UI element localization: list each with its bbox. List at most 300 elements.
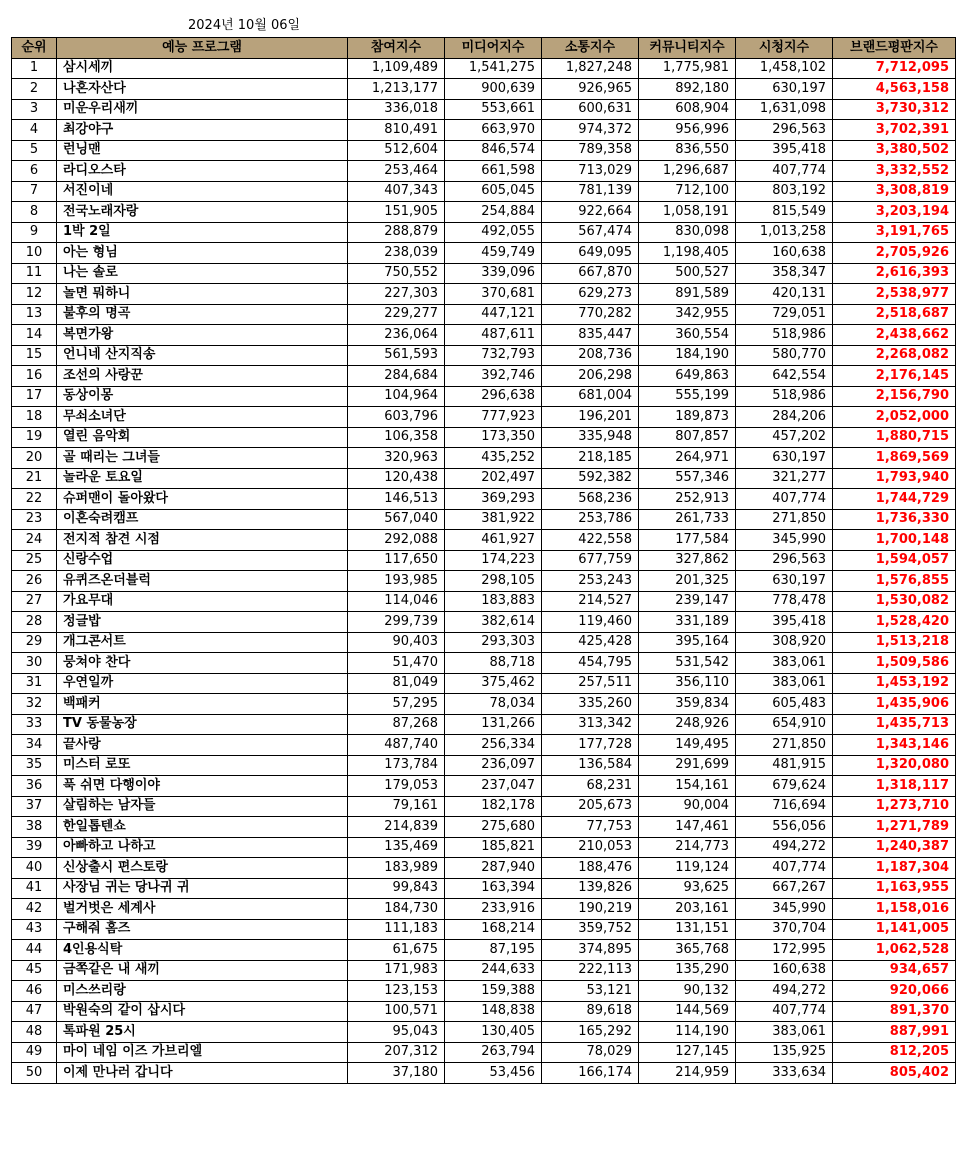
communication-cell: 214,527 — [542, 591, 639, 612]
community-cell: 135,290 — [639, 960, 736, 981]
communication-cell: 208,736 — [542, 345, 639, 366]
media-cell: 435,252 — [445, 448, 542, 469]
table-body — [12, 58, 956, 1083]
rank-cell: 22 — [12, 489, 57, 510]
program-name-cell: 사장님 귀는 당나귀 귀 — [57, 878, 348, 899]
media-cell: 296,638 — [445, 386, 542, 407]
communication-cell: 422,558 — [542, 530, 639, 551]
program-name-cell: 아빠하고 나하고 — [57, 837, 348, 858]
community-cell: 144,569 — [639, 1001, 736, 1022]
communication-cell: 253,786 — [542, 509, 639, 530]
community-cell: 365,768 — [639, 940, 736, 961]
participation-cell: 1,213,177 — [348, 79, 445, 100]
header-participation: 참여지수 — [348, 38, 445, 59]
communication-cell: 374,895 — [542, 940, 639, 961]
rank-cell: 17 — [12, 386, 57, 407]
table-row — [12, 79, 956, 100]
table-row — [12, 571, 956, 592]
viewing-cell: 630,197 — [736, 79, 833, 100]
community-cell: 836,550 — [639, 140, 736, 161]
viewing-cell: 407,774 — [736, 161, 833, 182]
table-row — [12, 222, 956, 243]
participation-cell: 151,905 — [348, 202, 445, 223]
table-row — [12, 899, 956, 920]
program-name-cell: 골 때리는 그녀들 — [57, 448, 348, 469]
viewing-cell: 358,347 — [736, 263, 833, 284]
rank-cell: 11 — [12, 263, 57, 284]
program-name-cell: 살림하는 남자들 — [57, 796, 348, 817]
viewing-cell: 494,272 — [736, 981, 833, 1002]
community-cell: 203,161 — [639, 899, 736, 920]
rank-cell: 48 — [12, 1022, 57, 1043]
communication-cell: 165,292 — [542, 1022, 639, 1043]
brand-reputation-cell: 812,205 — [833, 1042, 956, 1063]
brand-reputation-cell: 1,318,117 — [833, 776, 956, 797]
program-name-cell: TV 동물농장 — [57, 714, 348, 735]
table-row — [12, 878, 956, 899]
program-name-cell: 뭉쳐야 찬다 — [57, 653, 348, 674]
community-cell: 892,180 — [639, 79, 736, 100]
program-name-cell: 백패커 — [57, 694, 348, 715]
community-cell: 500,527 — [639, 263, 736, 284]
table-row — [12, 1022, 956, 1043]
brand-reputation-cell: 934,657 — [833, 960, 956, 981]
media-cell: 263,794 — [445, 1042, 542, 1063]
rank-cell: 6 — [12, 161, 57, 182]
program-name-cell: 동상이몽 — [57, 386, 348, 407]
table-row — [12, 140, 956, 161]
program-name-cell: 끝사랑 — [57, 735, 348, 756]
media-cell: 236,097 — [445, 755, 542, 776]
viewing-cell: 160,638 — [736, 243, 833, 264]
brand-reputation-cell: 3,191,765 — [833, 222, 956, 243]
viewing-cell: 308,920 — [736, 632, 833, 653]
rank-cell: 34 — [12, 735, 57, 756]
viewing-cell: 395,418 — [736, 612, 833, 633]
community-cell: 154,161 — [639, 776, 736, 797]
participation-cell: 179,053 — [348, 776, 445, 797]
media-cell: 202,497 — [445, 468, 542, 489]
rank-cell: 28 — [12, 612, 57, 633]
rank-cell: 2 — [12, 79, 57, 100]
table-row — [12, 1042, 956, 1063]
participation-cell: 512,604 — [348, 140, 445, 161]
header-communication: 소통지수 — [542, 38, 639, 59]
table-row — [12, 981, 956, 1002]
media-cell: 88,718 — [445, 653, 542, 674]
table-row — [12, 735, 956, 756]
brand-reputation-cell: 1,062,528 — [833, 940, 956, 961]
brand-reputation-cell: 887,991 — [833, 1022, 956, 1043]
media-cell: 233,916 — [445, 899, 542, 920]
program-name-cell: 푹 쉬면 다행이야 — [57, 776, 348, 797]
table-row — [12, 263, 956, 284]
participation-cell: 81,049 — [348, 673, 445, 694]
rank-cell: 12 — [12, 284, 57, 305]
communication-cell: 119,460 — [542, 612, 639, 633]
program-name-cell: 미운우리새끼 — [57, 99, 348, 120]
participation-cell: 227,303 — [348, 284, 445, 305]
media-cell: 382,614 — [445, 612, 542, 633]
viewing-cell: 642,554 — [736, 366, 833, 387]
program-name-cell: 열린 음악회 — [57, 427, 348, 448]
table-row — [12, 120, 956, 141]
viewing-cell: 1,631,098 — [736, 99, 833, 120]
participation-cell: 95,043 — [348, 1022, 445, 1043]
media-cell: 244,633 — [445, 960, 542, 981]
brand-reputation-cell: 1,141,005 — [833, 919, 956, 940]
table-row — [12, 468, 956, 489]
participation-cell: 238,039 — [348, 243, 445, 264]
participation-cell: 567,040 — [348, 509, 445, 530]
rank-cell: 14 — [12, 325, 57, 346]
table-row — [12, 448, 956, 469]
viewing-cell: 135,925 — [736, 1042, 833, 1063]
rank-cell: 32 — [12, 694, 57, 715]
rank-cell: 31 — [12, 673, 57, 694]
table-row — [12, 776, 956, 797]
rank-cell: 20 — [12, 448, 57, 469]
media-cell: 492,055 — [445, 222, 542, 243]
communication-cell: 205,673 — [542, 796, 639, 817]
participation-cell: 253,464 — [348, 161, 445, 182]
viewing-cell: 160,638 — [736, 960, 833, 981]
media-cell: 168,214 — [445, 919, 542, 940]
program-name-cell: 무쇠소녀단 — [57, 407, 348, 428]
community-cell: 1,775,981 — [639, 58, 736, 79]
community-cell: 119,124 — [639, 858, 736, 879]
participation-cell: 750,552 — [348, 263, 445, 284]
program-name-cell: 금쪽같은 내 새끼 — [57, 960, 348, 981]
program-name-cell: 아는 형님 — [57, 243, 348, 264]
participation-cell: 214,839 — [348, 817, 445, 838]
program-name-cell: 1박 2일 — [57, 222, 348, 243]
brand-reputation-cell: 891,370 — [833, 1001, 956, 1022]
communication-cell: 206,298 — [542, 366, 639, 387]
viewing-cell: 407,774 — [736, 489, 833, 510]
viewing-cell: 284,206 — [736, 407, 833, 428]
viewing-cell: 345,990 — [736, 899, 833, 920]
participation-cell: 79,161 — [348, 796, 445, 817]
table-row — [12, 591, 956, 612]
program-name-cell: 4인용식탁 — [57, 940, 348, 961]
media-cell: 663,970 — [445, 120, 542, 141]
program-name-cell: 한일톱텐쇼 — [57, 817, 348, 838]
table-row — [12, 284, 956, 305]
community-cell: 807,857 — [639, 427, 736, 448]
table-row — [12, 1001, 956, 1022]
communication-cell: 335,948 — [542, 427, 639, 448]
media-cell: 777,923 — [445, 407, 542, 428]
community-cell: 264,971 — [639, 448, 736, 469]
brand-reputation-cell: 805,402 — [833, 1063, 956, 1084]
viewing-cell: 667,267 — [736, 878, 833, 899]
community-cell: 608,904 — [639, 99, 736, 120]
communication-cell: 257,511 — [542, 673, 639, 694]
communication-cell: 313,342 — [542, 714, 639, 735]
communication-cell: 77,753 — [542, 817, 639, 838]
communication-cell: 78,029 — [542, 1042, 639, 1063]
brand-reputation-cell: 1,343,146 — [833, 735, 956, 756]
program-name-cell: 런닝맨 — [57, 140, 348, 161]
table-row — [12, 161, 956, 182]
header-program: 예능 프로그램 — [57, 38, 348, 59]
participation-cell: 810,491 — [348, 120, 445, 141]
communication-cell: 713,029 — [542, 161, 639, 182]
participation-cell: 114,046 — [348, 591, 445, 612]
community-cell: 201,325 — [639, 571, 736, 592]
brand-reputation-cell: 2,438,662 — [833, 325, 956, 346]
rank-cell: 5 — [12, 140, 57, 161]
brand-reputation-cell: 2,538,977 — [833, 284, 956, 305]
participation-cell: 288,879 — [348, 222, 445, 243]
rank-cell: 26 — [12, 571, 57, 592]
viewing-cell: 420,131 — [736, 284, 833, 305]
viewing-cell: 494,272 — [736, 837, 833, 858]
media-cell: 159,388 — [445, 981, 542, 1002]
viewing-cell: 630,197 — [736, 448, 833, 469]
brand-reputation-cell: 1,163,955 — [833, 878, 956, 899]
viewing-cell: 172,995 — [736, 940, 833, 961]
media-cell: 185,821 — [445, 837, 542, 858]
communication-cell: 425,428 — [542, 632, 639, 653]
participation-cell: 284,684 — [348, 366, 445, 387]
viewing-cell: 605,483 — [736, 694, 833, 715]
community-cell: 90,132 — [639, 981, 736, 1002]
table-row — [12, 530, 956, 551]
rank-cell: 7 — [12, 181, 57, 202]
participation-cell: 207,312 — [348, 1042, 445, 1063]
participation-cell: 111,183 — [348, 919, 445, 940]
brand-reputation-cell: 1,528,420 — [833, 612, 956, 633]
media-cell: 174,223 — [445, 550, 542, 571]
media-cell: 900,639 — [445, 79, 542, 100]
media-cell: 1,541,275 — [445, 58, 542, 79]
rank-cell: 44 — [12, 940, 57, 961]
media-cell: 381,922 — [445, 509, 542, 530]
brand-reputation-cell: 4,563,158 — [833, 79, 956, 100]
media-cell: 392,746 — [445, 366, 542, 387]
community-cell: 830,098 — [639, 222, 736, 243]
communication-cell: 335,260 — [542, 694, 639, 715]
brand-reputation-cell: 3,332,552 — [833, 161, 956, 182]
media-cell: 732,793 — [445, 345, 542, 366]
community-cell: 252,913 — [639, 489, 736, 510]
media-cell: 131,266 — [445, 714, 542, 735]
brand-reputation-cell: 1,744,729 — [833, 489, 956, 510]
rank-cell: 21 — [12, 468, 57, 489]
communication-cell: 68,231 — [542, 776, 639, 797]
rank-cell: 8 — [12, 202, 57, 223]
communication-cell: 166,174 — [542, 1063, 639, 1084]
brand-reputation-cell: 1,700,148 — [833, 530, 956, 551]
community-cell: 1,198,405 — [639, 243, 736, 264]
participation-cell: 57,295 — [348, 694, 445, 715]
participation-cell: 299,739 — [348, 612, 445, 633]
brand-reputation-cell: 2,518,687 — [833, 304, 956, 325]
viewing-cell: 729,051 — [736, 304, 833, 325]
rank-cell: 3 — [12, 99, 57, 120]
participation-cell: 171,983 — [348, 960, 445, 981]
participation-cell: 487,740 — [348, 735, 445, 756]
table-row — [12, 919, 956, 940]
participation-cell: 61,675 — [348, 940, 445, 961]
rank-cell: 23 — [12, 509, 57, 530]
brand-reputation-cell: 3,380,502 — [833, 140, 956, 161]
participation-cell: 603,796 — [348, 407, 445, 428]
participation-cell: 37,180 — [348, 1063, 445, 1084]
media-cell: 287,940 — [445, 858, 542, 879]
brand-reputation-cell: 2,268,082 — [833, 345, 956, 366]
community-cell: 239,147 — [639, 591, 736, 612]
rank-cell: 29 — [12, 632, 57, 653]
table-row — [12, 960, 956, 981]
program-name-cell: 언니네 산지직송 — [57, 345, 348, 366]
program-name-cell: 불후의 명곡 — [57, 304, 348, 325]
table-row — [12, 694, 956, 715]
brand-reputation-cell: 1,793,940 — [833, 468, 956, 489]
community-cell: 327,862 — [639, 550, 736, 571]
media-cell: 53,456 — [445, 1063, 542, 1084]
media-cell: 370,681 — [445, 284, 542, 305]
table-row — [12, 632, 956, 653]
participation-cell: 336,018 — [348, 99, 445, 120]
program-name-cell: 복면가왕 — [57, 325, 348, 346]
community-cell: 1,058,191 — [639, 202, 736, 223]
communication-cell: 922,664 — [542, 202, 639, 223]
community-cell: 93,625 — [639, 878, 736, 899]
rank-cell: 40 — [12, 858, 57, 879]
viewing-cell: 481,915 — [736, 755, 833, 776]
community-cell: 395,164 — [639, 632, 736, 653]
program-name-cell: 전지적 참견 시점 — [57, 530, 348, 551]
media-cell: 78,034 — [445, 694, 542, 715]
participation-cell: 320,963 — [348, 448, 445, 469]
participation-cell: 183,989 — [348, 858, 445, 879]
community-cell: 291,699 — [639, 755, 736, 776]
media-cell: 275,680 — [445, 817, 542, 838]
rank-cell: 33 — [12, 714, 57, 735]
participation-cell: 236,064 — [348, 325, 445, 346]
viewing-cell: 383,061 — [736, 1022, 833, 1043]
table-row — [12, 612, 956, 633]
table-row — [12, 345, 956, 366]
rank-cell: 45 — [12, 960, 57, 981]
community-cell: 359,834 — [639, 694, 736, 715]
rank-cell: 36 — [12, 776, 57, 797]
communication-cell: 210,053 — [542, 837, 639, 858]
viewing-cell: 271,850 — [736, 509, 833, 530]
media-cell: 254,884 — [445, 202, 542, 223]
header-rank: 순위 — [12, 38, 57, 59]
community-cell: 649,863 — [639, 366, 736, 387]
rank-cell: 42 — [12, 899, 57, 920]
brand-reputation-cell: 1,240,387 — [833, 837, 956, 858]
program-name-cell: 서진이네 — [57, 181, 348, 202]
communication-cell: 649,095 — [542, 243, 639, 264]
brand-reputation-cell: 2,176,145 — [833, 366, 956, 387]
brand-reputation-cell: 7,712,095 — [833, 58, 956, 79]
table-row — [12, 181, 956, 202]
program-name-cell: 미스터 로또 — [57, 755, 348, 776]
table-row — [12, 304, 956, 325]
viewing-cell: 803,192 — [736, 181, 833, 202]
viewing-cell: 271,850 — [736, 735, 833, 756]
participation-cell: 229,277 — [348, 304, 445, 325]
viewing-cell: 518,986 — [736, 386, 833, 407]
viewing-cell: 370,704 — [736, 919, 833, 940]
program-name-cell: 톡파원 25시 — [57, 1022, 348, 1043]
participation-cell: 90,403 — [348, 632, 445, 653]
rank-cell: 37 — [12, 796, 57, 817]
program-name-cell: 신상출시 편스토랑 — [57, 858, 348, 879]
brand-reputation-cell: 1,530,082 — [833, 591, 956, 612]
brand-reputation-cell: 1,576,855 — [833, 571, 956, 592]
community-cell: 331,189 — [639, 612, 736, 633]
communication-cell: 592,382 — [542, 468, 639, 489]
participation-cell: 146,513 — [348, 489, 445, 510]
rank-cell: 4 — [12, 120, 57, 141]
rank-cell: 18 — [12, 407, 57, 428]
communication-cell: 600,631 — [542, 99, 639, 120]
viewing-cell: 383,061 — [736, 673, 833, 694]
rank-cell: 35 — [12, 755, 57, 776]
communication-cell: 677,759 — [542, 550, 639, 571]
brand-reputation-cell: 3,203,194 — [833, 202, 956, 223]
community-cell: 712,100 — [639, 181, 736, 202]
rank-cell: 19 — [12, 427, 57, 448]
community-cell: 149,495 — [639, 735, 736, 756]
program-name-cell: 이제 만나러 갑니다 — [57, 1063, 348, 1084]
viewing-cell: 321,277 — [736, 468, 833, 489]
communication-cell: 1,827,248 — [542, 58, 639, 79]
program-name-cell: 전국노래자랑 — [57, 202, 348, 223]
program-name-cell: 놀라운 토요일 — [57, 468, 348, 489]
rank-cell: 47 — [12, 1001, 57, 1022]
communication-cell: 681,004 — [542, 386, 639, 407]
viewing-cell: 1,013,258 — [736, 222, 833, 243]
program-name-cell: 유퀴즈온더블럭 — [57, 571, 348, 592]
rank-cell: 50 — [12, 1063, 57, 1084]
table-row — [12, 366, 956, 387]
brand-ranking-table — [11, 37, 956, 1084]
viewing-cell: 518,986 — [736, 325, 833, 346]
participation-cell: 173,784 — [348, 755, 445, 776]
rank-cell: 13 — [12, 304, 57, 325]
media-cell: 369,293 — [445, 489, 542, 510]
community-cell: 189,873 — [639, 407, 736, 428]
rank-cell: 46 — [12, 981, 57, 1002]
participation-cell: 99,843 — [348, 878, 445, 899]
viewing-cell: 580,770 — [736, 345, 833, 366]
brand-reputation-cell: 2,156,790 — [833, 386, 956, 407]
media-cell: 487,611 — [445, 325, 542, 346]
media-cell: 173,350 — [445, 427, 542, 448]
brand-reputation-cell: 920,066 — [833, 981, 956, 1002]
rank-cell: 27 — [12, 591, 57, 612]
community-cell: 342,955 — [639, 304, 736, 325]
participation-cell: 292,088 — [348, 530, 445, 551]
brand-reputation-cell: 1,869,569 — [833, 448, 956, 469]
communication-cell: 139,826 — [542, 878, 639, 899]
participation-cell: 120,438 — [348, 468, 445, 489]
table-row — [12, 755, 956, 776]
media-cell: 605,045 — [445, 181, 542, 202]
community-cell: 214,773 — [639, 837, 736, 858]
viewing-cell: 716,694 — [736, 796, 833, 817]
rank-cell: 10 — [12, 243, 57, 264]
communication-cell: 781,139 — [542, 181, 639, 202]
